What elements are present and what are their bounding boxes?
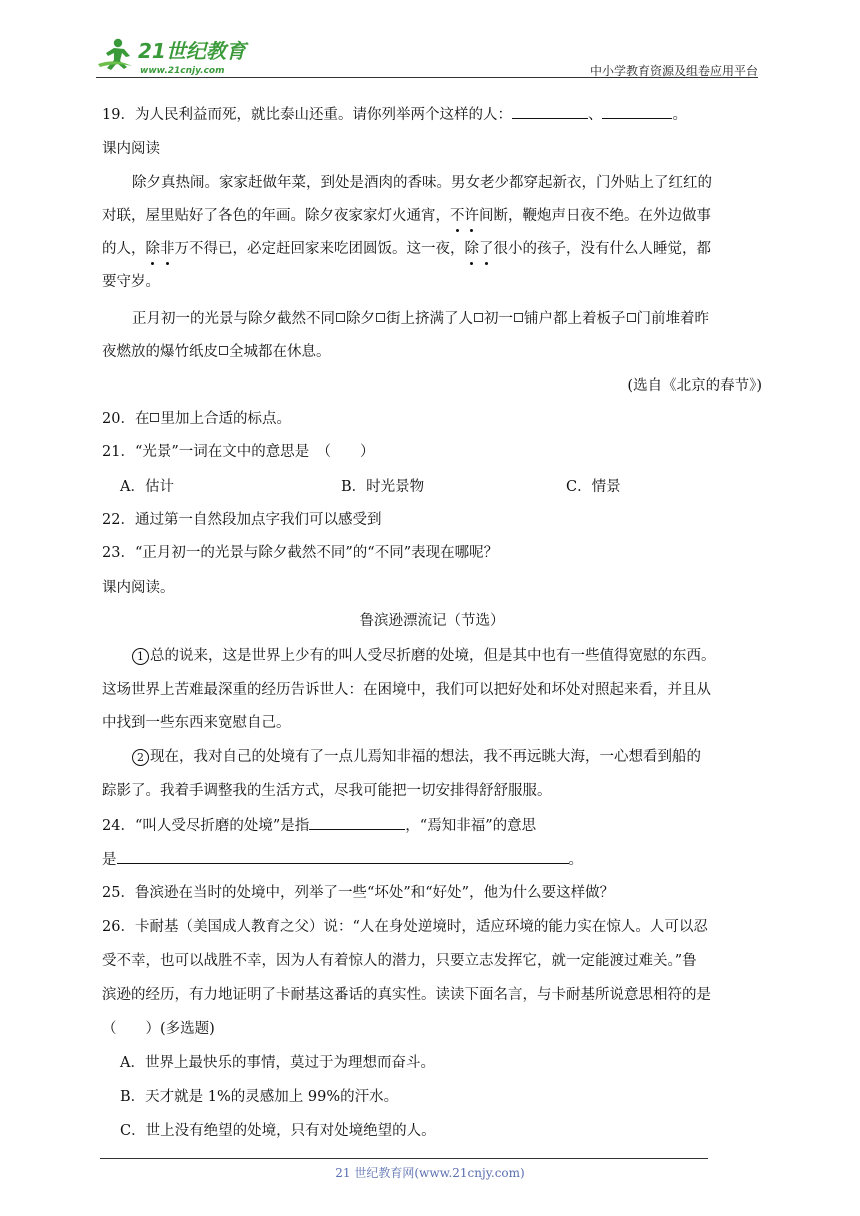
- q26-option-c[interactable]: C．世上没有绝望的处境，只有对处境绝望的人。: [120, 1123, 436, 1139]
- dotted-char: 了: [479, 241, 494, 257]
- question-21: 21．“光景”一词在文中的意思是 （ ）: [102, 444, 375, 460]
- question-26-line1: 26．卡耐基（美国成人教育之父）说：“人在身处逆境时，适应环境的能力实在惊人。人可以忍: [102, 919, 708, 935]
- passage3-line1: 1 总的说来，这是世界上少有的叫人受尽折磨的处境，但是其中也有一些值得宽慰的东西。: [102, 646, 716, 666]
- section-title-2: 课内阅读。: [102, 580, 175, 596]
- question-23: 23．“正月初一的光景与除夕截然不同”的“不同”表现在哪呢？: [102, 545, 499, 561]
- logo-text: 21世纪教育: [138, 39, 246, 63]
- dotted-char: 许: [464, 208, 479, 224]
- passage-source: (选自《北京的春节》): [627, 378, 762, 394]
- passage4-line2: 踪影了。我着手调整我的生活方式，尽我可能把一切安排得舒舒服服。: [102, 783, 552, 799]
- passage1-line1: 除夕真热闹。家家赶做年菜，到处是酒肉的香味。男女老少都穿起新衣，门外贴上了红红的: [132, 175, 712, 191]
- question-26-line4: （ ）(多选题): [102, 1021, 215, 1037]
- runner-icon: [98, 39, 132, 70]
- passage2-line1: 正月初一的光景与除夕截然不同 除夕 街上挤满了人 初一 铺户都上着板子 门前堆着昨: [132, 311, 709, 327]
- question-24-cont: 是 。: [102, 849, 583, 869]
- question-25: 25．鲁滨逊在当时的处境中，列举了一些“坏处”和“好处”，他为什么要这样做？: [102, 885, 615, 901]
- answer-blank-19a[interactable]: [512, 104, 588, 119]
- question-19: 19．为人民利益而死，就比泰山还重。请你列举两个这样的人： 、 。: [102, 104, 687, 124]
- header-divider: [96, 77, 758, 78]
- paragraph-number-2: 2: [132, 749, 149, 766]
- answer-blank-24a[interactable]: [309, 815, 405, 830]
- question-20: 20．在 里加上合适的标点。: [102, 411, 291, 427]
- box-icon: [150, 413, 159, 422]
- dotted-char: 除: [464, 241, 479, 257]
- answer-blank-24b[interactable]: [117, 849, 569, 864]
- paragraph-number-1: 1: [132, 648, 149, 665]
- section-title-1: 课内阅读: [102, 141, 160, 157]
- answer-blank-19b[interactable]: [602, 104, 672, 119]
- punctuation-box[interactable]: [336, 313, 345, 322]
- passage1-line2: 对联，屋里贴好了各色的年画。除夕夜家家灯火通宵，不许间断，鞭炮声日夜不绝。在外边做事: [102, 208, 711, 224]
- punctuation-box[interactable]: [376, 313, 385, 322]
- platform-name: 中小学教育资源及组卷应用平台: [589, 64, 758, 78]
- dotted-char: 非: [160, 241, 175, 257]
- footer-link[interactable]: 21 世纪教育网(www.21cnjy.com): [335, 1166, 525, 1180]
- q26-option-b[interactable]: B．天才就是 1%的灵感加上 99%的汗水。: [120, 1089, 399, 1105]
- q26-option-a[interactable]: A．世界上最快乐的事情，莫过于为理想而奋斗。: [120, 1055, 435, 1071]
- footer-divider: [100, 1158, 708, 1159]
- question-26-line3: 滨逊的经历，有力地证明了卡耐基这番话的真实性。读读下面名言，与卡耐基所说意思相符的是: [102, 987, 711, 1003]
- option-c[interactable]: C．情景: [566, 479, 621, 495]
- passage3-line3: 中找到一些东西来宽慰自己。: [102, 715, 291, 731]
- passage1-line3: 的人，除非万不得已，必定赶回家来吃团圆饭。这一夜，除了很小的孩子，没有什么人睡觉，都: [102, 241, 711, 257]
- question-22: 22．通过第一自然段加点字我们可以感受到: [102, 512, 382, 528]
- question-24: 24．“叫人受尽折磨的处境”是指 ，“焉知非福”的意思: [102, 815, 536, 835]
- option-a[interactable]: A．估计: [120, 479, 174, 495]
- passage2-line2: 夜燃放的爆竹纸皮 全城都在休息。: [102, 344, 331, 360]
- punctuation-box[interactable]: [219, 346, 228, 355]
- passage-title: 鲁滨逊漂流记（节选）: [359, 613, 505, 629]
- question-26-line2: 受不幸，也可以战胜不幸，因为人有着惊人的潜力，只要立志发挥它，就一定能渡过难关。”鲁: [102, 953, 697, 969]
- dotted-char: 除: [145, 241, 160, 257]
- page-header: [96, 32, 758, 78]
- passage4-line1: 2 现在，我对自己的处境有了一点儿焉知非福的想法，我不再远眺大海，一心想看到船的: [102, 747, 701, 767]
- dotted-char: 不: [450, 208, 465, 224]
- option-b[interactable]: B．时光景物: [341, 479, 425, 495]
- logo-url: www.21cnjy.com: [140, 66, 225, 76]
- passage1-line4: 要守岁。: [102, 274, 160, 290]
- punctuation-box[interactable]: [514, 313, 523, 322]
- passage3-line2: 这场世界上苦难最深重的经历告诉世人：在困境中，我们可以把好处和坏处对照起来看，并且从: [102, 682, 711, 698]
- punctuation-box[interactable]: [474, 313, 483, 322]
- punctuation-box[interactable]: [627, 313, 636, 322]
- logo-21cnjy: [96, 34, 266, 78]
